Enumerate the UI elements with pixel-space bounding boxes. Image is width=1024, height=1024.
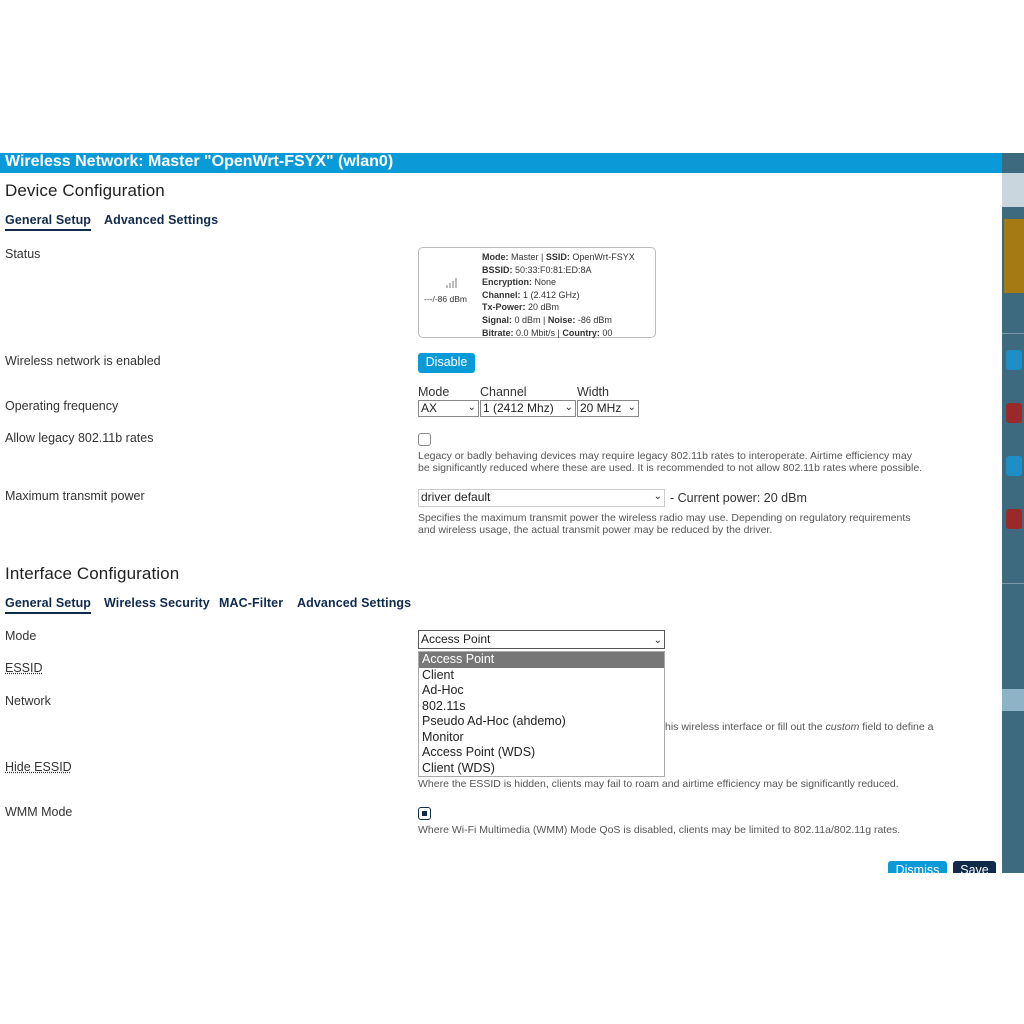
device-configuration-heading: Device Configuration	[5, 181, 165, 200]
status-label: Status	[5, 247, 41, 261]
status-line-channel: Channel: 1 (2.412 GHz)	[482, 289, 580, 300]
mode-option[interactable]: Client (WDS)	[422, 760, 495, 775]
mode-option[interactable]: Pseudo Ad-Hoc (ahdemo)	[422, 714, 566, 728]
iface-mode-select[interactable]: Access Point ⌄	[418, 630, 665, 649]
status-line-encryption: Encryption: None	[482, 277, 557, 288]
status-box	[418, 247, 656, 338]
iface-mode-label: Mode	[5, 629, 37, 643]
mode-option[interactable]: Monitor	[422, 729, 464, 744]
disable-button[interactable]: Disable	[418, 353, 475, 373]
background-page-strip	[1002, 153, 1024, 873]
wireless-network-modal	[0, 153, 1002, 873]
interface-configuration-heading: Interface Configuration	[5, 564, 180, 583]
network-label: Network	[5, 694, 51, 708]
chevron-down-icon: ⌄	[564, 402, 573, 413]
wireless-enabled-label: Wireless network is enabled	[5, 354, 161, 368]
chevron-down-icon: ⌄	[467, 402, 476, 413]
transmit-power-description: Specifies the maximum transmit power the wireless radio may use. Depending on regulatory requirements and wireless usage, the actual transmit power may be reduced by the driver.	[418, 512, 911, 536]
wmm-mode-checkbox[interactable]	[418, 807, 431, 820]
tab-device-advanced-settings[interactable]: Advanced Settings	[104, 213, 219, 227]
status-line-signal: Signal: 0 dBm | Noise: -86 dBm	[482, 314, 612, 325]
freq-width-select[interactable]: 20 MHz ⌄	[577, 400, 639, 417]
legacy-rates-description: Legacy or badly behaving devices may require legacy 802.11b rates to interoperate. Airtime efficiency may be significantly reduced where these are used. It is recommended to not allow 802.11b rates where possible.	[418, 450, 923, 474]
mode-dropdown-list[interactable]	[418, 651, 665, 777]
status-line-bssid: BSSID: 50:33:F0:81:ED:8A	[482, 264, 592, 275]
wmm-mode-label: WMM Mode	[5, 805, 73, 819]
modal-title: Wireless Network: Master "OpenWrt-FSYX" (wlan0)	[0, 153, 1002, 173]
network-description: his wireless interface or fill out the custom field to define a	[665, 721, 934, 733]
mode-option[interactable]: Access Point (WDS)	[422, 745, 536, 759]
signal-strength-icon	[446, 278, 458, 288]
current-power-text: - Current power: 20 dBm	[670, 491, 807, 505]
mode-option[interactable]: Ad-Hoc	[422, 683, 464, 697]
wmm-mode-description: Where Wi-Fi Multimedia (WMM) Mode QoS is disabled, clients may be limited to 802.11a/802.11g rates.	[418, 824, 901, 836]
transmit-power-select[interactable]: driver default ⌄	[418, 489, 665, 507]
max-transmit-power-label: Maximum transmit power	[5, 489, 145, 503]
save-button[interactable]: Save	[953, 861, 996, 873]
hide-essid-description: Where the ESSID is hidden, clients may fail to roam and airtime efficiency may be significantly reduced.	[418, 778, 899, 790]
tab-iface-wireless-security[interactable]: Wireless Security	[104, 596, 210, 610]
status-info	[482, 251, 635, 339]
freq-channel-select[interactable]: 1 (2412 Mhz) ⌄	[480, 400, 576, 417]
chevron-down-icon: ⌄	[627, 402, 636, 413]
tab-device-general-setup[interactable]: General Setup	[5, 213, 91, 231]
signal-value: ---/-86 dBm	[424, 294, 467, 304]
mode-option[interactable]: Client	[422, 667, 454, 682]
tab-iface-mac-filter[interactable]: MAC-Filter	[219, 596, 284, 610]
legacy-rates-checkbox[interactable]	[418, 433, 431, 446]
freq-width-label: Width	[577, 385, 609, 399]
legacy-rates-label: Allow legacy 802.11b rates	[5, 431, 154, 445]
freq-channel-label: Channel	[480, 385, 527, 399]
status-line-mode: Mode: Master | SSID: OpenWrt-FSYX	[482, 252, 635, 262]
freq-mode-select[interactable]: AX ⌄	[418, 400, 479, 417]
tab-iface-general-setup[interactable]: General Setup	[5, 596, 91, 614]
dismiss-button[interactable]: Dismiss	[888, 861, 947, 873]
hide-essid-label: Hide ESSID	[5, 760, 72, 774]
status-line-txpower: Tx-Power: 20 dBm	[482, 302, 560, 313]
mode-option[interactable]: Access Point	[419, 652, 664, 668]
status-line-bitrate: Bitrate: 0.0 Mbit/s | Country: 00	[482, 327, 613, 338]
essid-label: ESSID	[5, 661, 43, 675]
operating-frequency-label: Operating frequency	[5, 399, 119, 413]
freq-mode-label: Mode	[418, 385, 450, 399]
mode-option[interactable]: 802.11s	[422, 698, 466, 713]
chevron-down-icon: ⌄	[653, 491, 662, 502]
chevron-down-icon: ⌄	[653, 635, 662, 646]
tab-iface-advanced-settings[interactable]: Advanced Settings	[297, 596, 412, 610]
